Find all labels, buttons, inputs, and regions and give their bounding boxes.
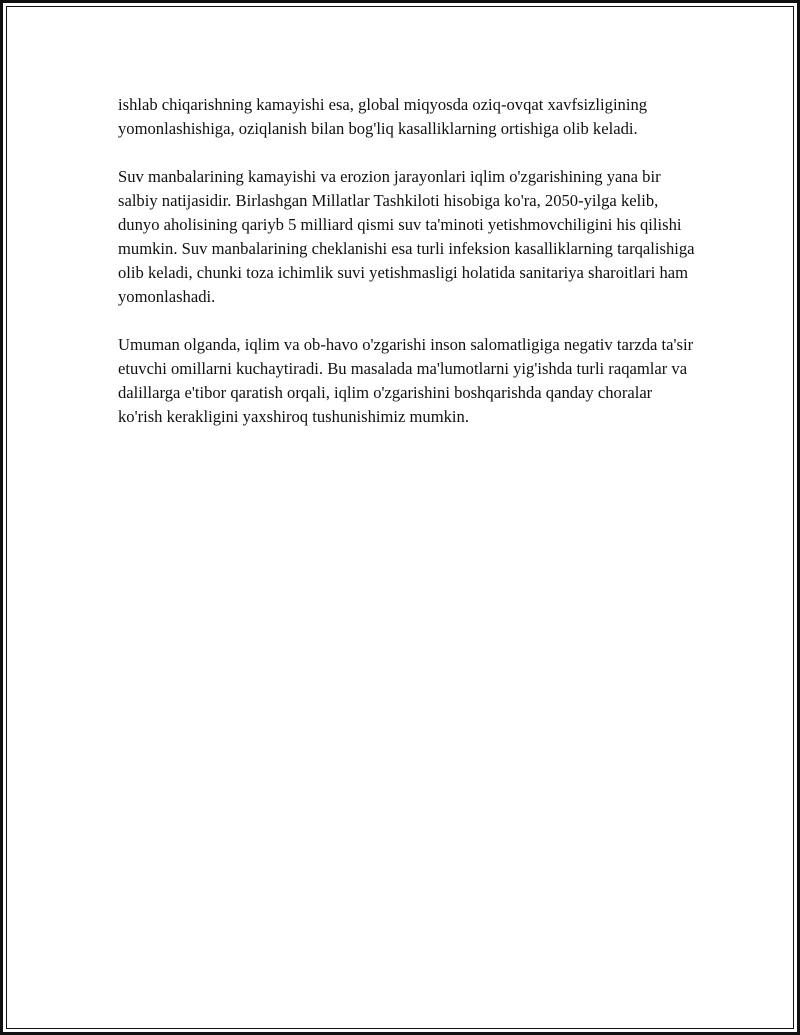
paragraph-1: ishlab chiqarishning kamayishi esa, global miqyosda oziq-ovqat xavfsizligining yomonlashishiga, oziqlanish bilan bog'liq kasalliklarning ortishiga olib keladi. [118, 95, 648, 138]
paragraph-2: Suv manbalarining kamayishi va erozion jarayonlari iqlim o'zgarishining yana bir salbiy natijasidir. Birlashgan Millatlar Tashkiloti hisobiga ko'ra, 2050-yilga kelib, dunyo aholisining qariyb 5 milliard qismi suv ta'minoti yetishmovchiligini his qilishi mumkin. Suv manbalarining cheklanishi esa turli infeksion kasalliklarning tarqalishiga olib keladi, chunki toza ichimlik suvi yetishmasligi holatida sanitariya sharoitlari ham yomonlashadi. [118, 167, 695, 306]
paragraph-3: Umuman olganda, iqlim va ob-havo o'zgarishi inson salomatligiga negativ tarzda ta'sir etuvchi omillarni kuchaytiradi. Bu masalada ma'lumotlarni yig'ishda turli raqamlar va dalillarga e'tibor qaratish orqali, iqlim o'zgarishini boshqarishda qanday choralar ko'rish kerakligini yaxshiroq tushunishimiz mumkin. [118, 335, 694, 426]
document-body [118, 93, 698, 453]
